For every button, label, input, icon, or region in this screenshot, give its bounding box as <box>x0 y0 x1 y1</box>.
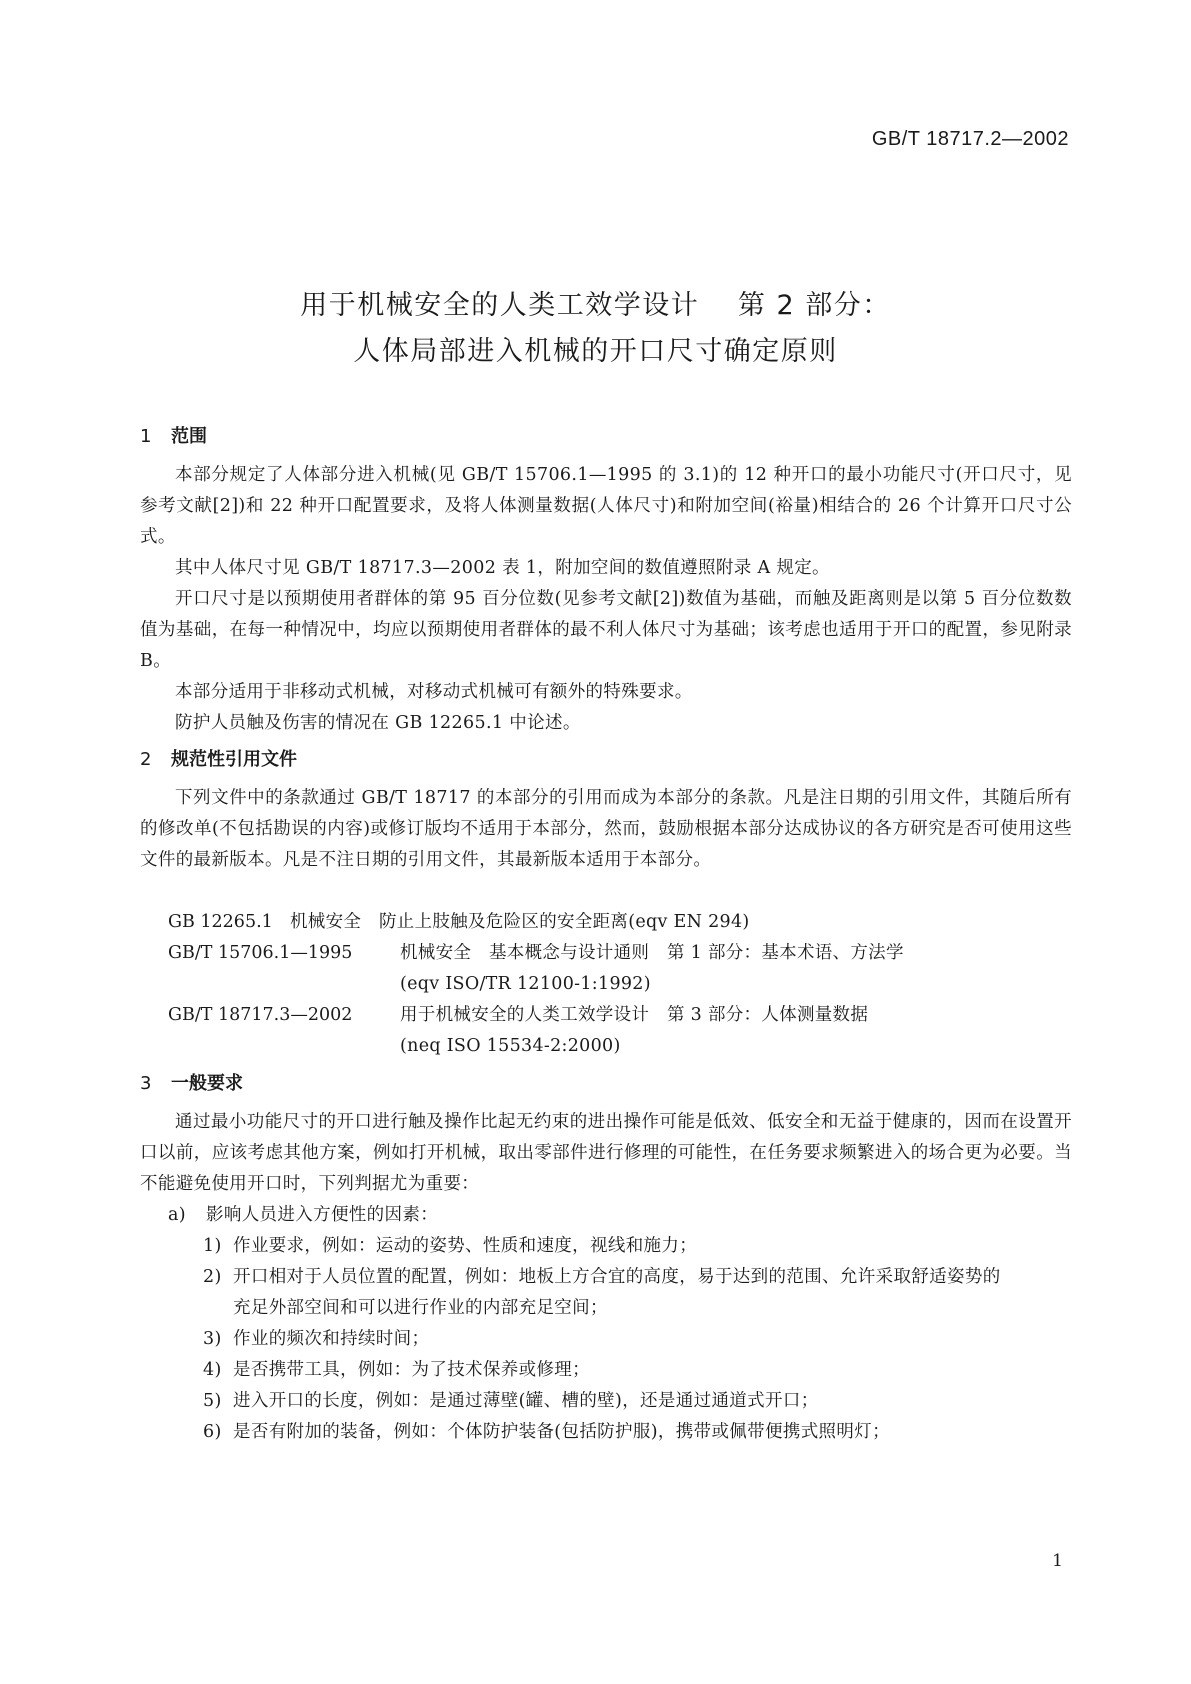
scope-paragraph-3: 开口尺寸是以预期使用者群体的第 95 百分位数(见参考文献[2])数值为基础，而触及距离则是以第 5 百分位数数值为基础，在每一种情况中，均应以预期使用者群体的最不利人体尺寸为基础；该考虑也适用于开口的配置，参见附录 B。 <box>140 589 1072 671</box>
list-item: 开口相对于人员位置的配置，例如：地板上方合宜的高度，易于达到的范围、允许采取舒适姿势的充足外部空间和可以进行作业的内部充足空间； <box>233 1267 1001 1318</box>
section-number: 3 <box>140 1073 152 1094</box>
ref-title: 机械安全 基本概念与设计通则 第 1 部分：基本术语、方法学 <box>400 943 904 963</box>
list-item: 作业的频次和持续时间； <box>233 1329 430 1349</box>
standard-code: GB/T 18717.2—2002 <box>871 128 1069 150</box>
general-requirements-paragraph: 通过最小功能尺寸的开口进行触及操作比起无约束的进出操作可能是低效、低安全和无益于健康的，因而在设置开口以前，应该考虑其他方案，例如打开机械，取出零部件进行修理的可能性，在任务要求频繁进入的场合更为必要。当不能避免使用开口时，下列判据尤为重要： <box>140 1112 1072 1194</box>
section-2-heading <box>140 745 297 771</box>
list-item: 是否携带工具，例如：为了技术保养或修理； <box>233 1360 590 1380</box>
list-number: 5) <box>203 1391 222 1411</box>
list-item: 是否有附加的装备，例如：个体防护装备(包括防护服)，携带或佩带便携式照明灯； <box>233 1422 890 1442</box>
list-label-a: a) <box>168 1205 186 1225</box>
ref-title-continued: (neq ISO 15534-2:2000) <box>400 1036 621 1056</box>
list-number: 1) <box>203 1236 222 1256</box>
scope-paragraph-1: 本部分规定了人体部分进入机械(见 GB/T 15706.1—1995 的 3.1)的 12 种开口的最小功能尺寸(开口尺寸，见参考文献[2])和 22 种开口配置要求，及将人体测量数据(人体尺寸)和附加空间(裕量)相结合的 26 个计算开口尺寸公式。 <box>140 465 1072 547</box>
title-line-1: 用于机械安全的人类工效学设计 第 2 部分： <box>300 290 891 321</box>
list-number: 6) <box>203 1422 222 1442</box>
ref-title: 机械安全 防止上肢触及危险区的安全距离(eqv EN 294) <box>290 912 750 932</box>
normative-refs-paragraph: 下列文件中的条款通过 GB/T 18717 的本部分的引用而成为本部分的条款。凡是注日期的引用文件，其随后所有的修改单(不包括勘误的内容)或修订版均不适用于本部分，然而，鼓励根据本部分达成协议的各方研究是否可使用这些文件的最新版本。凡是不注日期的引用文件，其最新版本适用于本部分。 <box>140 788 1072 870</box>
ref-code: GB/T 18717.3—2002 <box>168 1005 353 1025</box>
section-title: 规范性引用文件 <box>171 749 297 770</box>
scope-paragraph-4: 本部分适用于非移动式机械，对移动式机械可有额外的特殊要求。 <box>175 682 693 702</box>
scope-paragraph-5: 防护人员触及伤害的情况在 GB 12265.1 中论述。 <box>175 713 581 733</box>
page-number: 1 <box>1052 1551 1063 1571</box>
section-title: 范围 <box>171 426 207 447</box>
section-number: 2 <box>140 749 152 770</box>
section-3-heading <box>140 1069 243 1095</box>
section-number: 1 <box>140 426 152 447</box>
ref-title: 用于机械安全的人类工效学设计 第 3 部分：人体测量数据 <box>400 1005 869 1025</box>
section-title: 一般要求 <box>171 1073 243 1094</box>
list-item: 作业要求，例如：运动的姿势、性质和速度，视线和施力； <box>233 1236 698 1256</box>
document-title <box>0 283 1191 375</box>
section-1-heading <box>140 422 207 448</box>
scope-paragraph-2: 其中人体尺寸见 GB/T 18717.3—2002 表 1，附加空间的数值遵照附录 A 规定。 <box>175 558 830 578</box>
list-number: 2) <box>203 1267 222 1287</box>
list-number: 4) <box>203 1360 222 1380</box>
list-item: 进入开口的长度，例如：是通过薄壁(罐、槽的壁)，还是通过通道式开口； <box>233 1391 819 1411</box>
ref-code: GB/T 15706.1—1995 <box>168 943 353 963</box>
ref-title-continued: (eqv ISO/TR 12100-1:1992) <box>400 974 651 994</box>
list-item-a: 影响人员进入方便性的因素： <box>206 1205 439 1225</box>
ref-code: GB 12265.1 <box>168 912 273 932</box>
title-line-2: 人体局部进入机械的开口尺寸确定原则 <box>353 336 838 367</box>
list-number: 3) <box>203 1329 222 1349</box>
